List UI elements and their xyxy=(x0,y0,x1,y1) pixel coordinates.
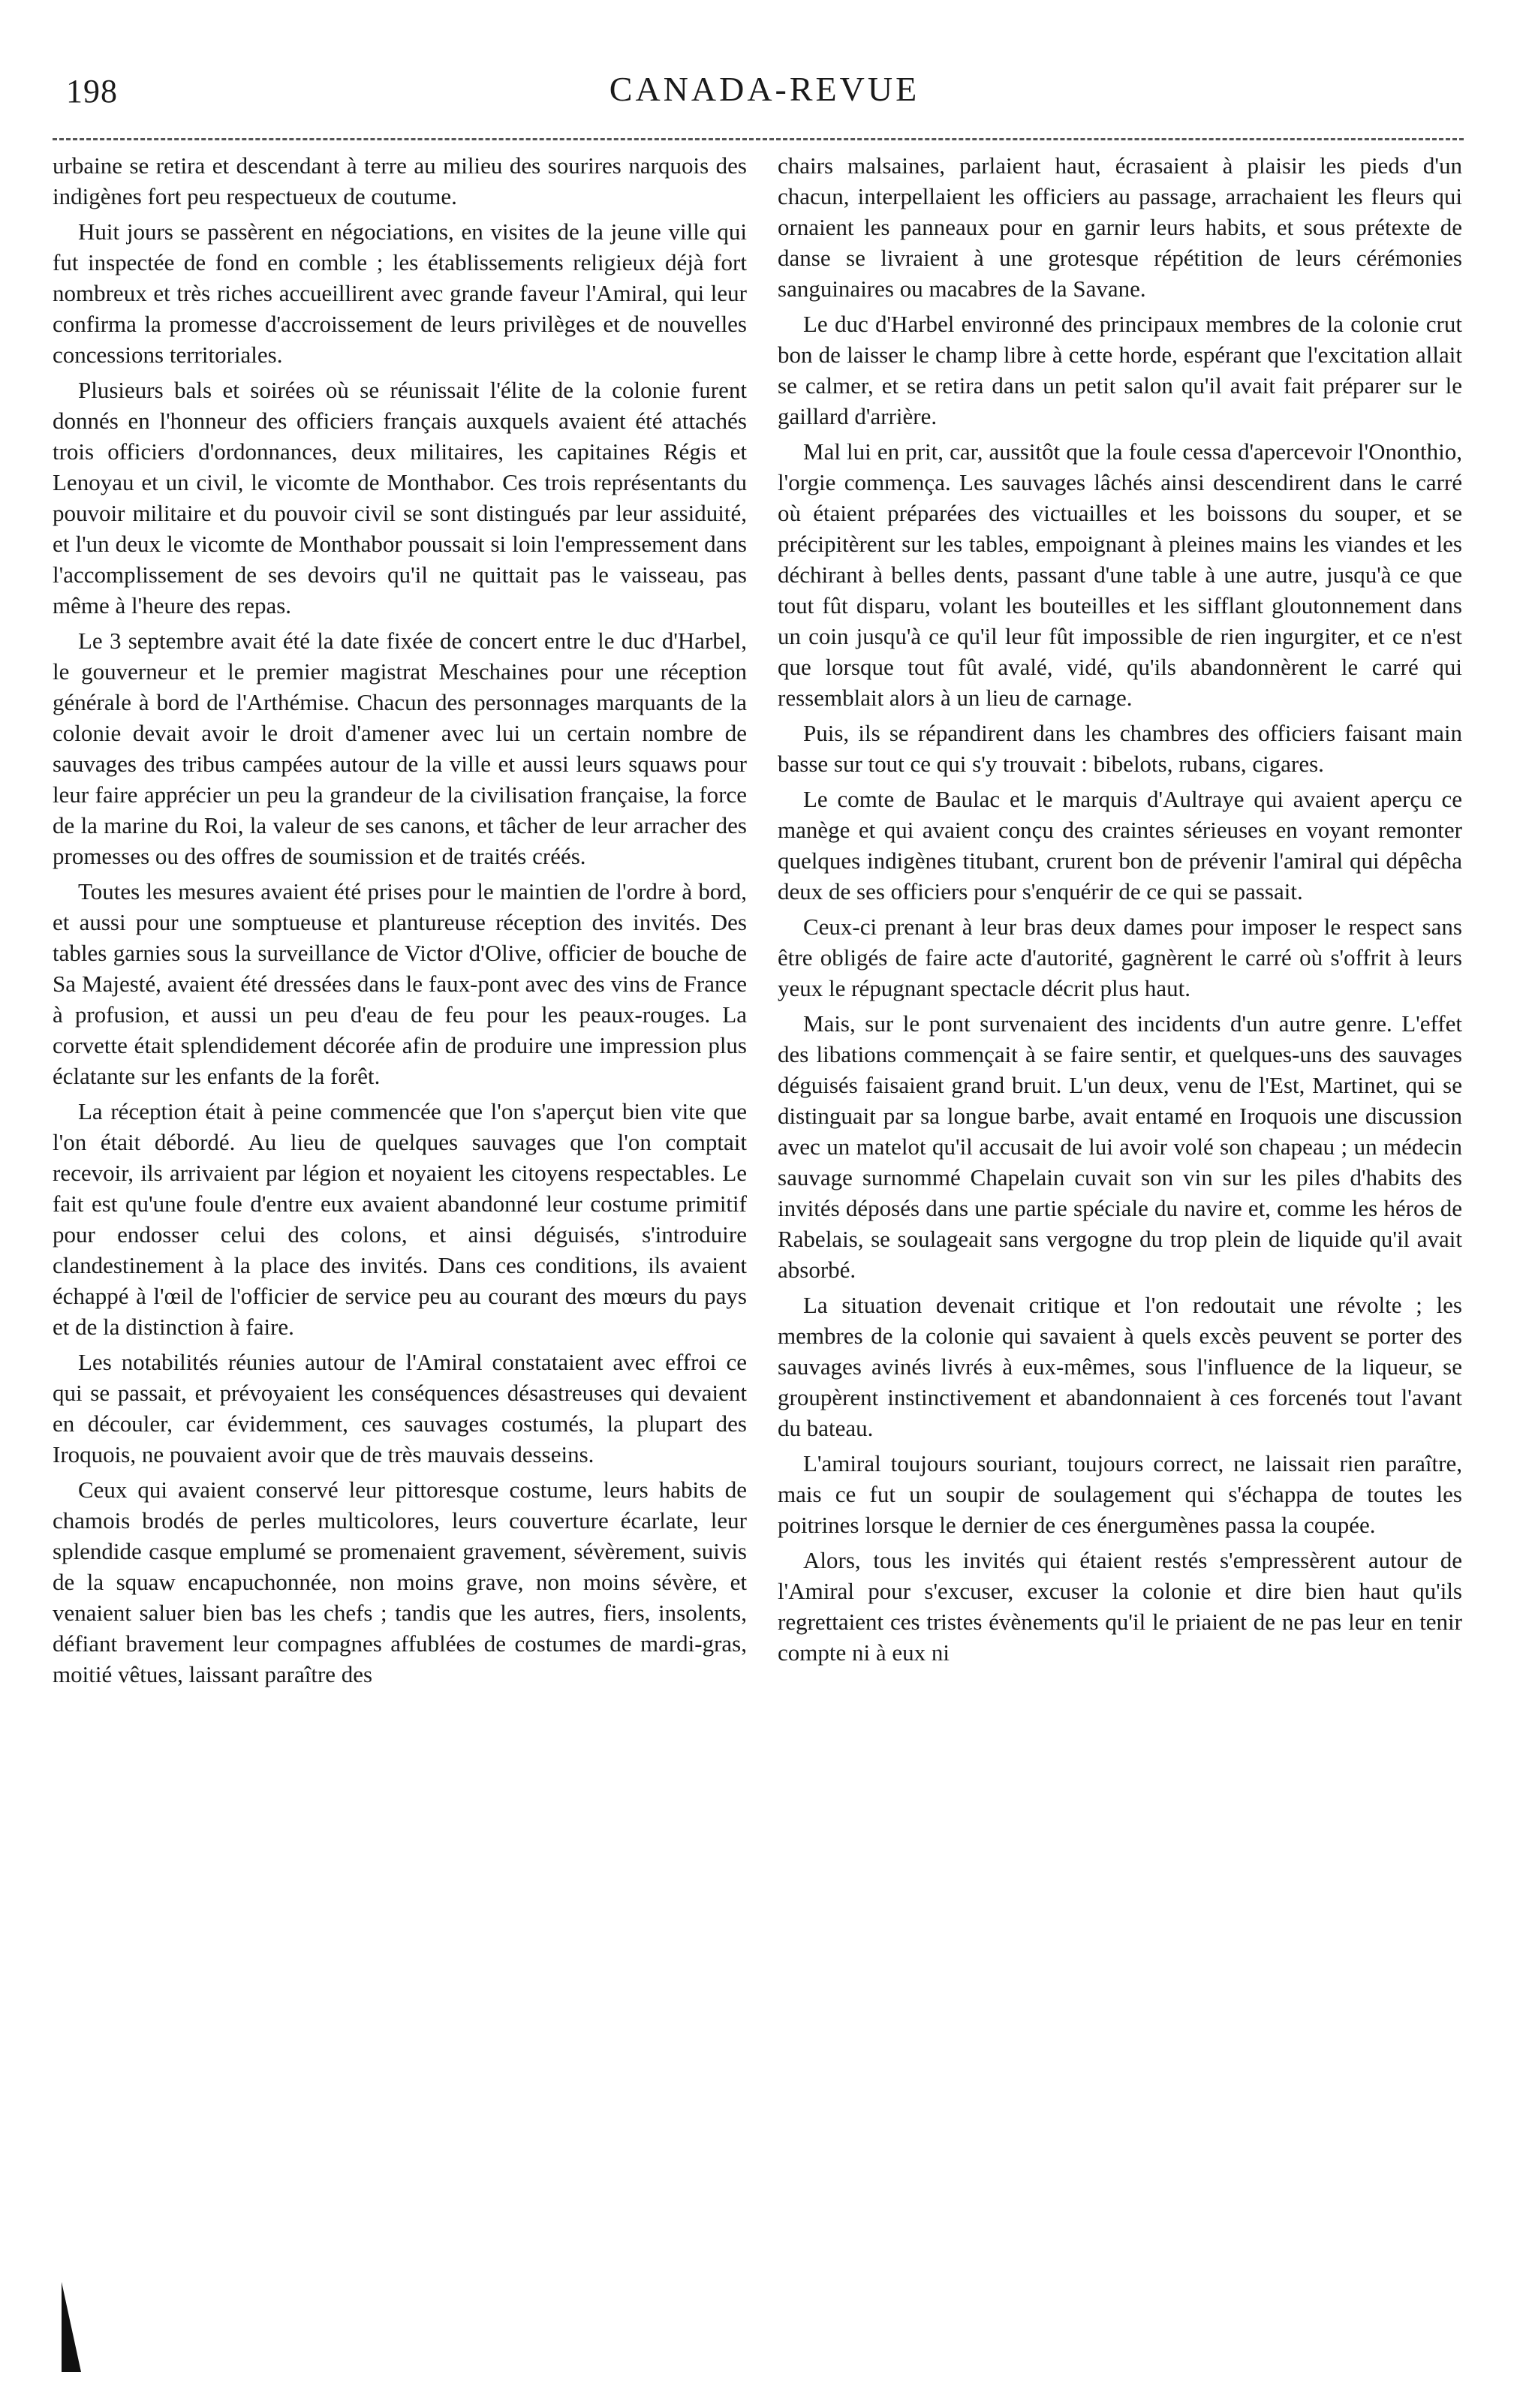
page-corner-mark xyxy=(62,2282,89,2372)
paragraph: urbaine se retira et descendant à terre au milieu des sourires narquois des indigènes fort peu respectueux de coutume. xyxy=(53,152,747,209)
paragraph: Puis, ils se répandirent dans les chambres des officiers faisant main basse sur tout ce qui s'y trouvait : bibelots, rubans, cigares. xyxy=(778,720,1462,777)
paragraph: La réception était à peine commencée que l'on s'aperçut bien vite que l'on était débordé. Au lieu de quelques sauvages que l'on comptait recevoir, ils arrivaient par légion et noyaient les citoyens respectables. Le fait est qu'une foule d'entre eux avaient abandonné leur costume primitif pour endosser celui des colons, et ainsi déguisés, s'introduire clandestinement à la place des invités. Dans ces conditions, ils avaient échappé à l'œil de l'officier de service peu au courant des mœurs du pays et de la distinction à faire. xyxy=(53,1098,747,1340)
header-rule xyxy=(53,138,1464,140)
paragraph: Les notabilités réunies autour de l'Amiral constataient avec effroi ce qui se passait, et prévoyaient les conséquences désastreuses qui devaient en découler, car évidemment, ces sauvages costumés, la plupart des Iroquois, ne pouvaient avoir que de très mauvais desseins. xyxy=(53,1349,747,1467)
paragraph: Plusieurs bals et soirées où se réunissait l'élite de la colonie furent donnés en l'honneur des officiers français auxquels avaient été attachés trois officiers d'ordonnances, deux militaires, les capitaines Régis et Lenoyau et un civil, le vicomte de Monthabor. Ces trois représentants du pouvoir militaire et du pouvoir civil se sont distingués par leur assiduité, et l'un deux le vicomte de Monthabor poussait si loin l'empressement dans l'accomplissement de ses devoirs qu'il ne quittait pas le vaisseau, pas même à l'heure des repas. xyxy=(53,377,747,619)
paragraph: Ceux qui avaient conservé leur pittoresque costume, leurs habits de chamois brodés de perles multicolores, leurs couverture écarlate, leur splendide casque emplumé se promenaient gravement, sévèrement, suivis de la squaw encapuchonnée, non moins grave, non moins sévère, et venaient saluer bien bas les chefs ; tandis que les autres, fiers, insolents, défiant bravement leur compagnes affublées de costumes de mardi-gras, moitié vêtues, laissant paraître des xyxy=(53,1476,747,1687)
paragraph: Ceux-ci prenant à leur bras deux dames pour imposer le respect sans être obligés de faire acte d'autorité, gagnèrent le carré où s'offrit à leurs yeux le répugnant spectacle décrit plus haut. xyxy=(778,914,1462,1001)
paragraph: Alors, tous les invités qui étaient restés s'empressèrent autour de l'Amiral pour s'excuser, excuser la colonie et dire bien haut qu'ils regrettaient ces tristes évènements qu'il le priaient de ne pas leur en tenir compte ni à eux ni xyxy=(778,1547,1462,1666)
page-number: 198 xyxy=(66,73,118,110)
running-title: CANADA-REVUE xyxy=(609,70,920,108)
paragraph: Huit jours se passèrent en négociations, en visites de la jeune ville qui fut inspectée de fond en comble ; les établissements religieux déjà fort nombreux et très riches accueillirent avec grande faveur l'Amiral, qui leur confirma la promesse d'accroissement de leurs privilèges et de nouvelles concessions territoriales. xyxy=(53,218,747,368)
paragraph: chairs malsaines, parlaient haut, écrasaient à plaisir les pieds d'un chacun, interpellaient les officiers au passage, arrachaient les fleurs qui ornaient les panneaux pour en garnir leurs habits, et sous prétexte de danse se livraient à une grotesque répétition de leurs cérémonies sanguinaires ou macabres de la Savane. xyxy=(778,152,1462,302)
paragraph: Le comte de Baulac et le marquis d'Aultraye qui avaient aperçu ce manège et qui avaient conçu des craintes sérieuses en voyant remonter quelques indigènes titubant, crurent bon de prévenir l'amiral qui dépêcha deux de ses officiers pour s'enquérir de ce qui se passait. xyxy=(778,786,1462,905)
page-header xyxy=(0,62,1529,129)
paragraph: Mal lui en prit, car, aussitôt que la foule cessa d'apercevoir l'Ononthio, l'orgie commença. Les sauvages lâchés ainsi descendirent dans le carré où étaient préparées des victuailles et les boissons du souper, et se précipitèrent sur les tables, empoignant à pleines mains les viandes et les déchirant à belles dents, passant d'une table à une autre, jusqu'à ce que tout fût disparu, volant les bouteilles et les sifflant gloutonnement dans un coin jusqu'à ce qu'il leur fût impossible de rien ingurgiter, et ce n'est que lorsque tout fût avalé, vidé, qu'ils abandonnèrent le carré qui ressemblait alors à un lieu de carnage. xyxy=(778,438,1462,711)
paragraph: La situation devenait critique et l'on redoutait une révolte ; les membres de la colonie qui savaient à quels excès peuvent se porter des sauvages avinés livrés à eux-mêmes, sous l'influence de la liqueur, se groupèrent instinctivement et abandonnaient à ces forcenés tout l'avant du bateau. xyxy=(778,1292,1462,1441)
paragraph: Toutes les mesures avaient été prises pour le maintien de l'ordre à bord, et aussi pour une somptueuse et plantureuse réception des invités. Des tables garnies sous la surveillance de Victor d'Olive, officier de bouche de Sa Majesté, avaient été dressées dans le faux-pont avec des vins de France à profusion, et aussi un peu d'eau de feu pour les peaux-rouges. La corvette était splendidement décorée afin de produire une impression plus éclatante sur les enfants de la forêt. xyxy=(53,878,747,1089)
right-column xyxy=(778,150,1462,1672)
paragraph: Mais, sur le pont survenaient des incidents d'un autre genre. L'effet des libations commençait à se faire sentir, et quelques-uns des sauvages déguisés faisaient grand bruit. L'un deux, venu de l'Est, Martinet, qui se distinguait par sa longue barbe, avait entamé en Iroquois une discussion avec un matelot qu'il accusait de lui avoir volé son chapeau ; un médecin sauvage surnommé Chapelain cuvait son vin sur les piles d'habits des invités déposés dans une partie spéciale du navire et, comme les héros de Rabelais, se soulageait sans vergogne du trop plein de liquide qu'il avait absorbé. xyxy=(778,1010,1462,1283)
left-column xyxy=(53,150,747,1694)
paragraph: Le 3 septembre avait été la date fixée de concert entre le duc d'Harbel, le gouverneur et le premier magistrat Meschaines pour une réception générale à bord de l'Arthémise. Chacun des personnages marquants de la colonie devait avoir le droit d'amener avec lui un certain nombre de sauvages des tribus campées autour de la ville et aussi leurs squaws pour leur faire apprécier un peu la grandeur de la civilisation française, la force de la marine du Roi, la valeur de ses canons, et tâcher de leur arracher des promesses ou des offres de soumission et de traités créés. xyxy=(53,628,747,869)
paragraph: L'amiral toujours souriant, toujours correct, ne laissait rien paraître, mais ce fut un soupir de soulagement qui s'échappa de toutes les poitrines lorsque le dernier de ces énergumènes passa la coupée. xyxy=(778,1450,1462,1538)
paragraph: Le duc d'Harbel environné des principaux membres de la colonie crut bon de laisser le champ libre à cette horde, espérant que l'excitation allait se calmer, et se retira dans un petit salon qu'il avait fait préparer sur le gaillard d'arrière. xyxy=(778,311,1462,429)
